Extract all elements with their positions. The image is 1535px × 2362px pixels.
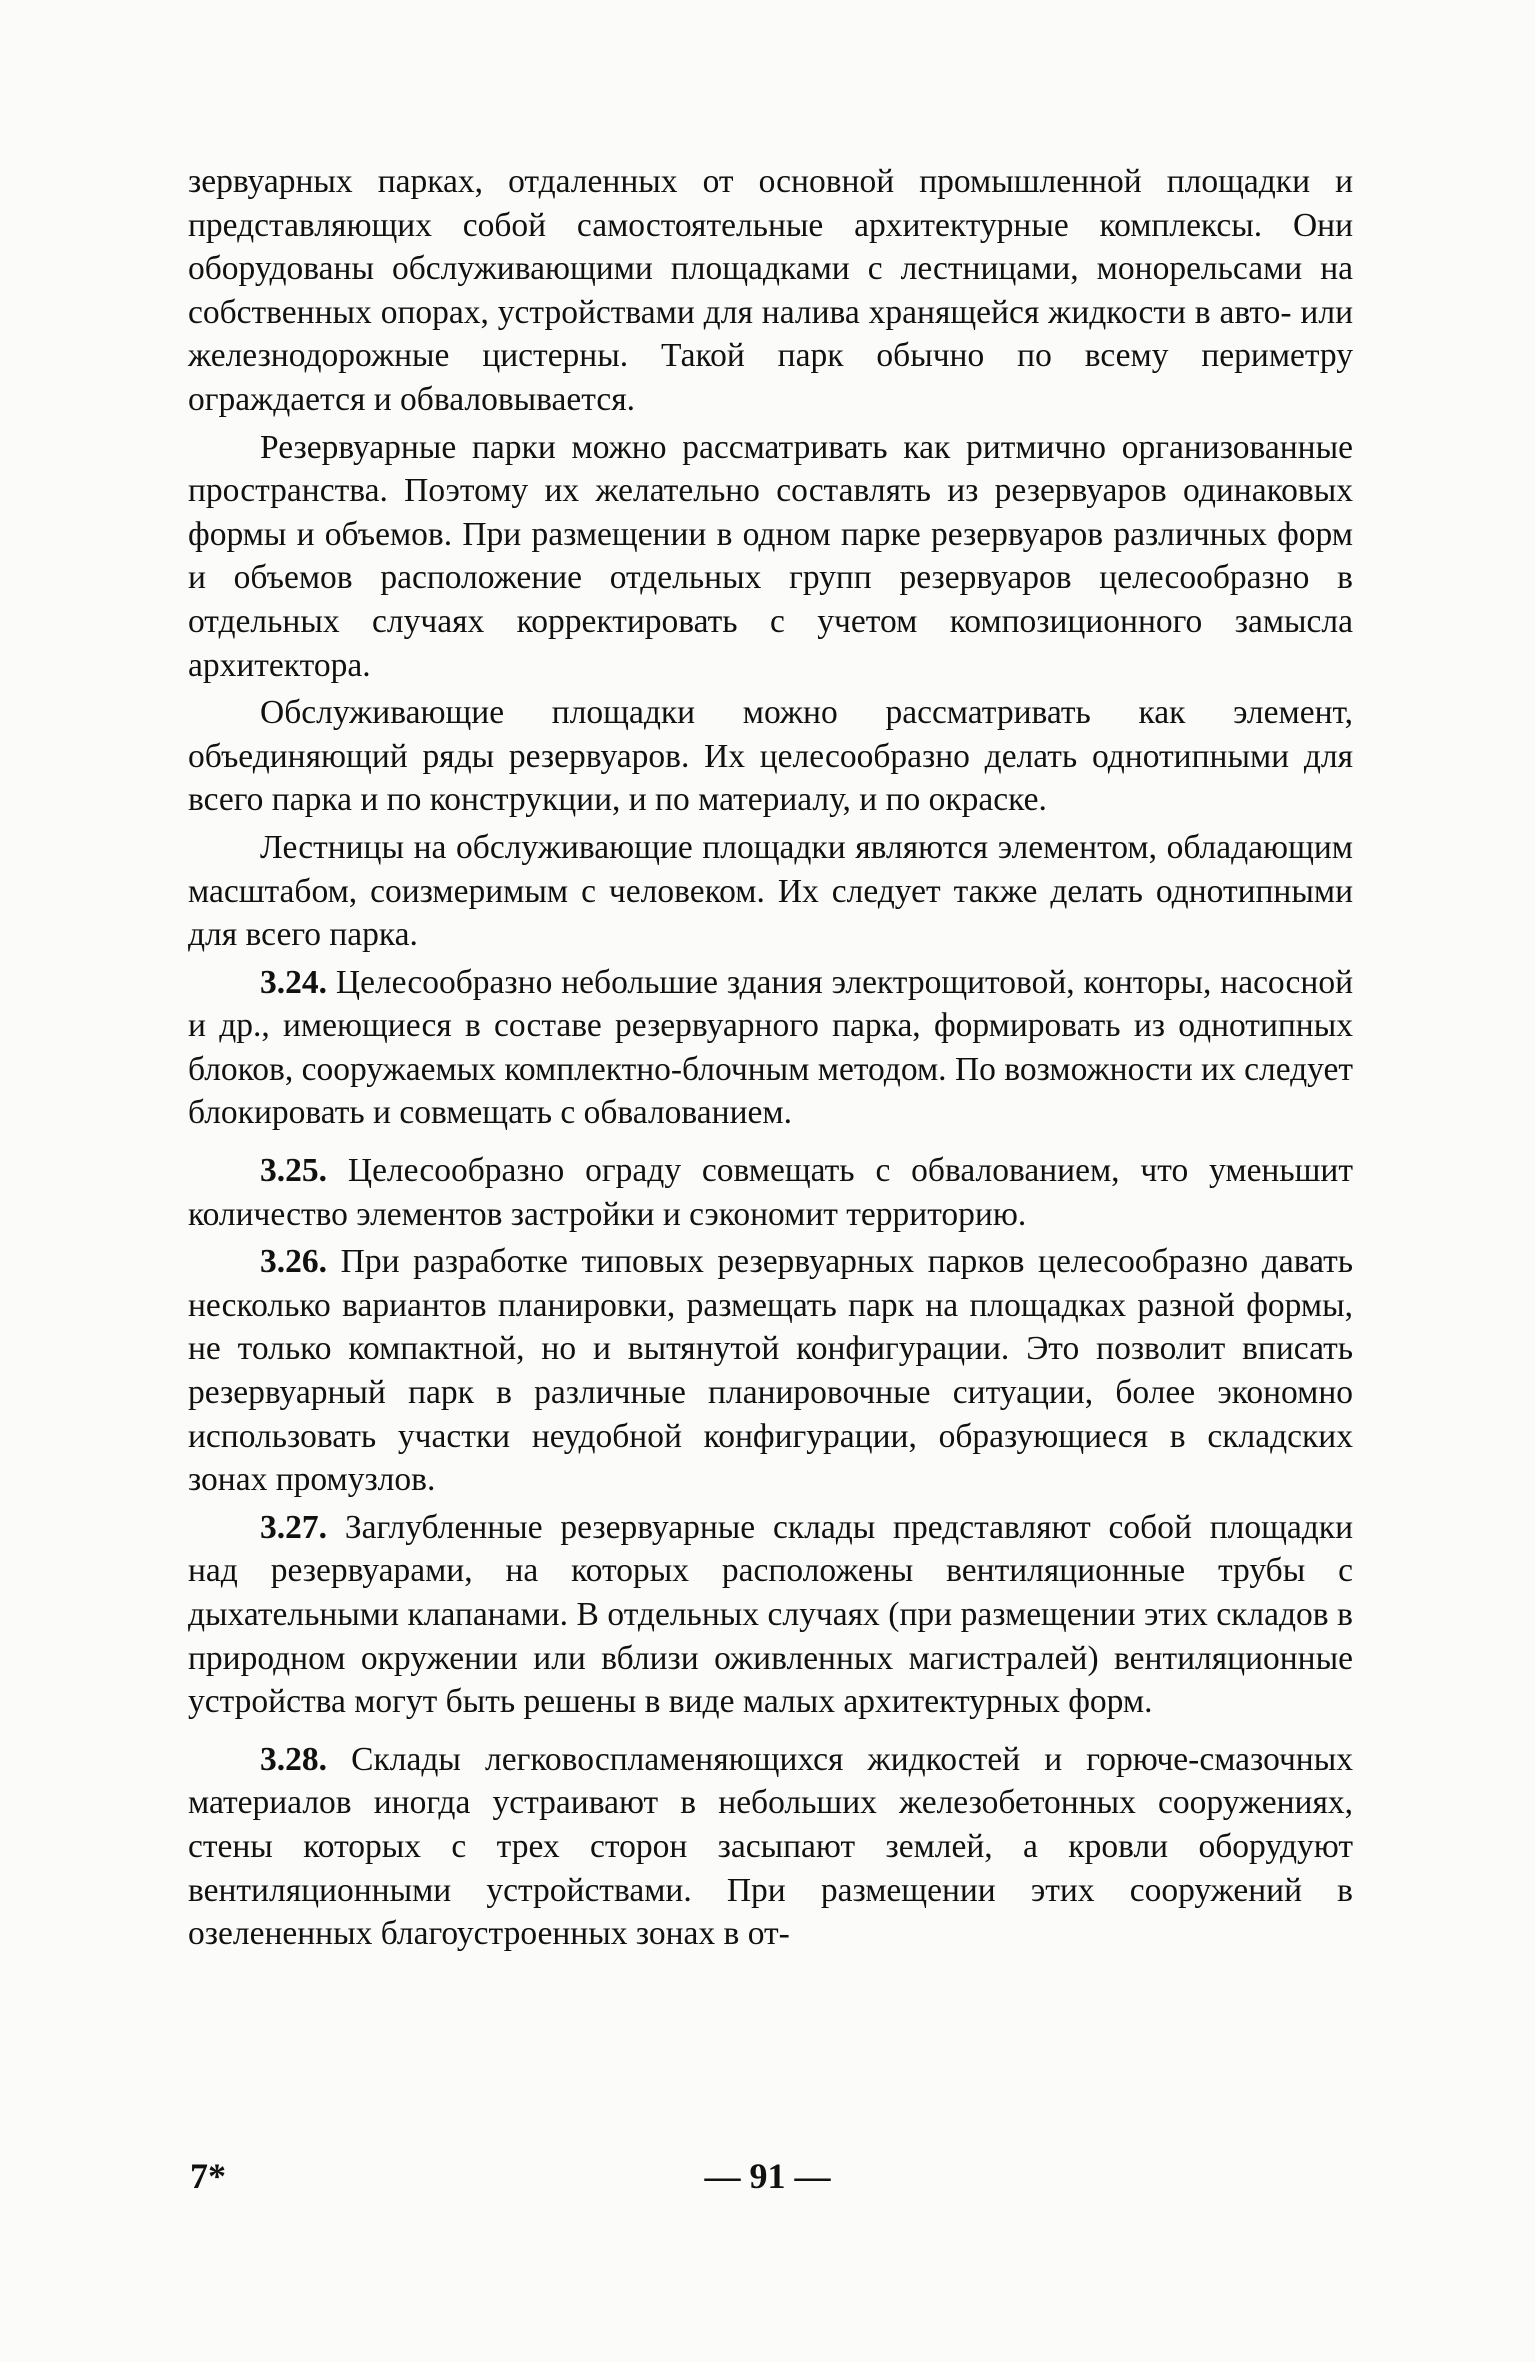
paragraph-text: Резервуарные парки можно рассматривать как ритмично организованные пространства. Поэтому их желательно составлять из резервуаров одинаковых формы и объемов. При размещении в одном парке резервуаров различных форм и объемов расположение отдельных групп резервуаров целесообразно в отдельных случаях корректировать с учетом композиционного замысла архитектора.: [188, 428, 1353, 684]
paragraph-text: Заглубленные резервуарные склады представляют собой площадки над резервуарами, на которых расположены вентиляционные трубы с дыхательными клапанами. В отдельных случаях (при размещении этих складов в природном окружении или вблизи оживленных магистралей) вентиляционные устройства могут быть решены в виде малых архитектурных форм.: [188, 1508, 1353, 1721]
main-text: [188, 160, 1353, 1956]
section-number: 3.25.: [260, 1152, 327, 1190]
paragraph-3-25: [188, 1149, 1353, 1236]
paragraph-text: При разработке типовых резервуарных парков целесообразно давать несколько вариантов планировки, размещать парк на площадках разной формы, не только компактной, но и вытянутой конфигурации. Это позволит вписать резервуарный парк в различные планировочные ситуации, более экономно использовать участки неудобной конфигурации, образующиеся в складских зонах промузлов.: [188, 1243, 1353, 1499]
paragraph-text: Целесообразно ограду совмещать с обвалованием, что уменьшит количество элементов застройки и сэкономит территорию.: [188, 1152, 1354, 1233]
paragraph-text: зервуарных парках, отдаленных от основной промышленной площадки и представляющих собой самостоятельные архитектурные комплексы. Они оборудованы обслуживающими площадками с лестницами, монорельсами на собственных опорах, устройствами для налива хранящейся жидкости в авто- или железнодорожные цистерны. Такой парк обычно по всему периметру ограждается и обваловывается.: [188, 163, 1353, 418]
section-number: 3.26.: [260, 1243, 327, 1281]
paragraph-continued: [188, 160, 1353, 422]
signature-mark: 7*: [190, 2156, 226, 2196]
paragraph-text: Лестницы на обслуживающие площадки являются элементом, обладающим масштабом, соизмеримым с человеком. Их следует также делать однотипными для всего парка.: [188, 828, 1353, 954]
paragraph-3-26: [188, 1240, 1353, 1502]
paragraph-text: Склады легковоспламеняющихся жидкостей и горюче-смазочных материалов иногда устраивают в небольших железобетонных сооружениях, стены которых с трех сторон засыпают землей, а кровли оборудуют вентиляционными устройствами. При размещении этих сооружений в озелененных благоустроенных зонах в от-: [188, 1740, 1353, 1953]
paragraph-3-27: [188, 1506, 1353, 1724]
paragraph-3-24: [188, 961, 1353, 1135]
paragraph-stairs: [188, 826, 1353, 957]
paragraph-service-platforms: [188, 691, 1353, 822]
paragraph-tank-parks-rhythm: [188, 426, 1353, 688]
paragraph-3-28: [188, 1738, 1353, 1956]
page-footer: [0, 2155, 1535, 2205]
paragraph-text: Целесообразно небольшие здания электрощитовой, конторы, насосной и др., имеющиеся в составе резервуарного парка, формировать из однотипных блоков, сооружаемых комплектно-блочным методом. По возможности их следует блокировать и совмещать с обвалованием.: [188, 963, 1353, 1132]
page-number: — 91 —: [704, 2156, 831, 2196]
section-number: 3.28.: [260, 1740, 327, 1778]
section-number: 3.27.: [260, 1508, 327, 1546]
section-number: 3.24.: [260, 963, 327, 1001]
paragraph-text: Обслуживающие площадки можно рассматривать как элемент, объединяющий ряды резервуаров. Их целесообразно делать однотипными для всего парка и по конструкции, и по материалу, и по окраске.: [188, 694, 1353, 819]
